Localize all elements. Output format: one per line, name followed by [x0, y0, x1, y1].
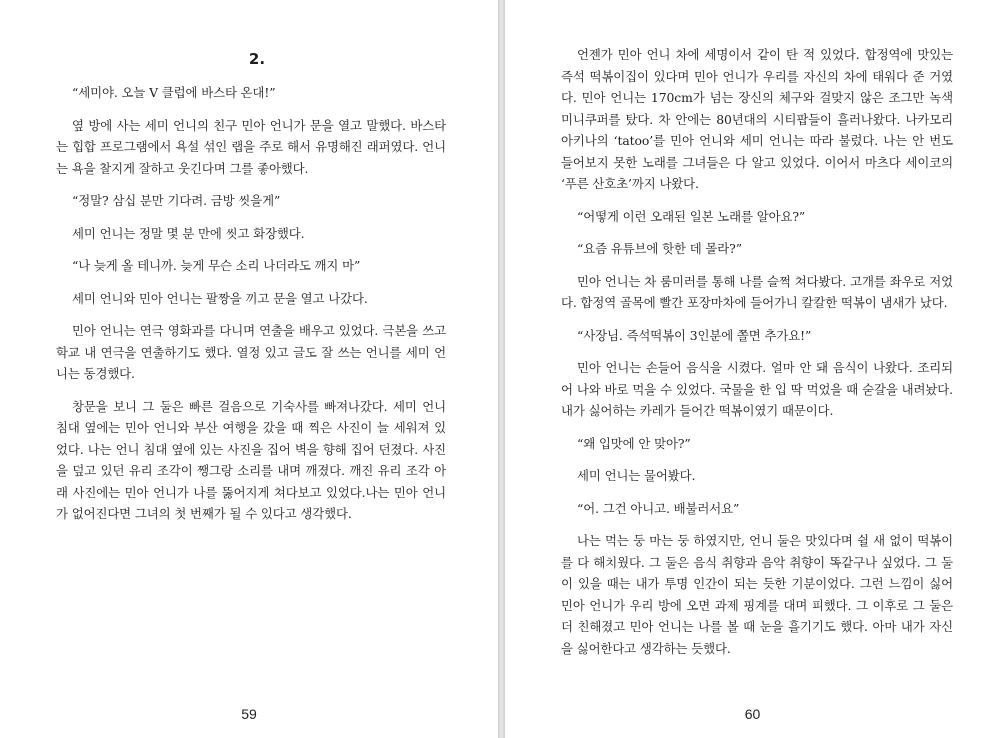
page-number: 60 — [744, 706, 761, 722]
paragraph: “나 늦게 올 테니까. 늦게 무슨 소리 나더라도 깨지 마” — [72, 258, 361, 273]
paragraph: “어떻게 이런 오래된 일본 노래를 알아요?” — [577, 208, 806, 224]
paragraph: 세미 언니와 민아 언니는 팔짱을 끼고 문을 열고 나갔다. — [72, 290, 368, 306]
paragraph: 언젠가 민아 언니 차에 세명이서 같이 탄 적 있었다. 합정역에 맛있는 즉석 떡볶이집이 있다며 민아 언니가 우리를 자신의 차에 태워다 준 거였다. 민아 언니는 170cm가 넘는 장신의 체구와 걸맞지 않은 조그만 녹색 미니쿠퍼를 탔다. 차 안에는 80년대의 시티팝들이 흘러나왔다. 나카모리 아키나의 ‘tatoo’를 민아 언니와 세미 언니는 따라 불렀다. 나는 안 번도 들어보지 못한 노래를 그녀들은 다 알고 있었다. 이어서 마츠다 세이코의 ‘푸른 산호초’까지 나왔다. — [561, 47, 953, 191]
right-page — [505, 0, 1000, 738]
paragraph: “정말? 삼십 분만 기다려. 금방 씻을게” — [72, 193, 281, 208]
paragraph: 나는 먹는 둥 마는 둥 하였지만, 언니 둘은 맛있다며 쉴 새 없이 떡볶이를 다 해치웠다. 그 둘은 음식 취향과 음악 취향이 똑같구나 싶었다. 그 둘이 있을 때는 내가 투명 인간이 되는 듯한 기분이었다. 그런 느낌이 싫어 민아 언니가 우리 방에 오면 과제 핑계를 대며 피했다. 그 이후로 그 둘은 더 친해졌고 민아 언니는 나를 볼 때 눈을 흘기기도 했다. 아마 내가 자신을 싫어한다고 생각하는 듯했다. — [561, 533, 953, 656]
paragraph: 세미 언니는 정말 몇 분 만에 씻고 화장했다. — [72, 225, 305, 241]
left-page — [0, 0, 498, 738]
paragraph: 민아 언니는 연극 영화과를 다니며 연출을 배우고 있었다. 극본을 쓰고 학교 내 연극을 연출하기도 했다. 열정 있고 글도 잘 쓰는 언니를 세미 언니는 동경했다. — [56, 323, 446, 381]
chapter-title: 2. — [248, 50, 266, 68]
paragraph: 창문을 보니 그 둘은 빠른 걸음으로 기숙사를 빠져나갔다. 세미 언니 침대 옆에는 민아 언니와 부산 여행을 갔을 때 찍은 사진이 늘 세워져 있었다. 나는 언니 침대 옆에 있는 사진을 집어 벽을 향해 집어 던졌다. 사진을 덮고 있던 유리 조각이 쨍그랑 소리를 내며 깨졌다. 깨진 유리 조각 아래 사진에는 민아 언니가 나를 뚫어지게 쳐다보고 있었다.나는 민아 언니가 없어진다면 그녀의 첫 번째가 될 수 있다고 생각했다. — [56, 398, 446, 521]
page-number: 59 — [241, 706, 257, 722]
paragraph: “사장님. 즉석떡볶이 3인분에 쫄면 추가요!” — [577, 327, 812, 343]
paragraph: 민아 언니는 차 룸미러를 통해 나를 슬쩍 쳐다봤다. 고개를 좌우로 저었다. 합정역 골목에 빨간 포장마차에 들어가니 칼칼한 떡볶이 냄새가 났다. — [561, 273, 953, 310]
paragraph: 민아 언니는 손들어 음식을 시켰다. 얼마 안 돼 음식이 나왔다. 조리되어 나와 바로 먹을 수 있었다. 국물을 한 입 딱 먹었을 때 숟갈을 내려놨다. 내가 싫어하는 카레가 들어간 떡볶이였기 때문이다. — [561, 360, 953, 418]
paragraph: 세미 언니는 물어봤다. — [577, 468, 696, 483]
paragraph: “세미야. 오늘 V 클럽에 바스타 온대!” — [72, 85, 276, 100]
right-page-body — [561, 44, 953, 670]
book-gutter — [498, 0, 505, 738]
paragraph: 옆 방에 사는 세미 언니의 친구 민아 언니가 문을 열고 말했다. 바스타는 힙합 프로그램에서 욕설 섞인 랩을 주로 해서 유명해진 래퍼였다. 언니는 욕을 찰지게 잘하고 웃긴다며 그를 좋아했다. — [56, 117, 446, 176]
paragraph: “요즘 유튜브에 핫한 데 몰라?” — [577, 241, 742, 256]
paragraph: “왜 입맛에 안 맞아?” — [577, 435, 691, 451]
left-page-body — [56, 82, 446, 536]
paragraph: “어. 그건 아니고. 배불러서요” — [577, 500, 740, 516]
